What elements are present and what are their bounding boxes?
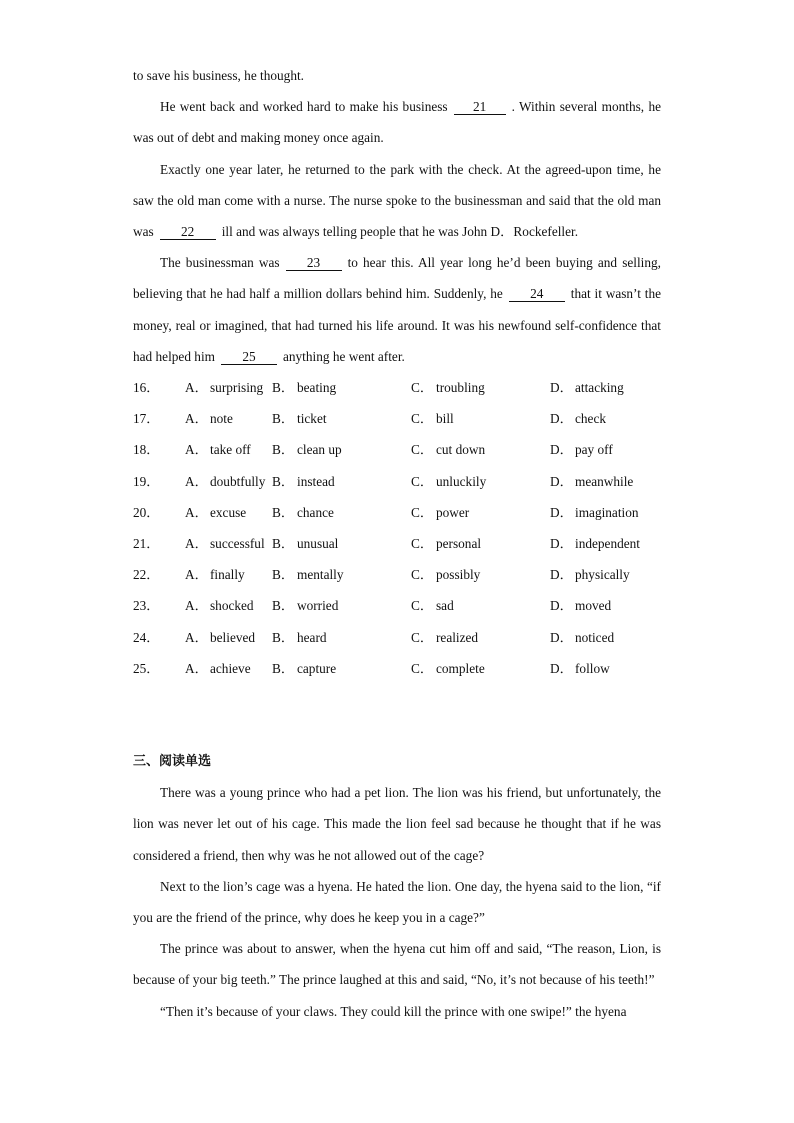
option-b (272, 622, 411, 653)
paragraph-text: that it wasn’t the money, real or imagined, that had turned his life around. It was his newfound self-confidence that had helped him (133, 286, 661, 364)
option-letter: D． (550, 442, 573, 458)
question-number: 23． (133, 598, 160, 614)
option-c (411, 372, 550, 403)
paragraph-text: The businessman was (160, 255, 280, 271)
option-b (272, 434, 411, 465)
passage-paragraph (133, 247, 661, 372)
paragraph-text: ill and was always telling people that he was John D．Rockefeller. (221, 224, 579, 240)
option-letter: A． (185, 411, 208, 427)
question-number: 21． (133, 535, 160, 551)
option-letter: D． (550, 598, 573, 614)
option-c (411, 528, 550, 559)
question-row (133, 590, 661, 621)
question-number: 16． (133, 380, 160, 396)
option-letter: C． (411, 411, 434, 427)
option-b (272, 528, 411, 559)
option-d (550, 372, 660, 403)
option-text: clean up (297, 442, 342, 458)
blank-22: 22 (160, 225, 216, 240)
option-text: noticed (575, 629, 615, 645)
option-text: ticket (297, 411, 327, 427)
option-b (272, 590, 411, 621)
option-letter: D． (550, 535, 573, 551)
option-text: moved (575, 598, 612, 614)
option-text: shocked (210, 598, 254, 614)
option-text: bill (436, 411, 454, 427)
option-text: believed (210, 629, 256, 645)
question-number: 19． (133, 473, 160, 489)
option-text: note (210, 411, 233, 427)
blank-24: 24 (509, 287, 565, 302)
option-letter: A． (185, 535, 208, 551)
option-b (272, 403, 411, 434)
option-letter: C． (411, 504, 434, 520)
passage-paragraph: Next to the lion’s cage was a hyena. He hated the lion. One day, the hyena said to the lion, “if you are the friend of the prince, why does he keep you in a cage?” (133, 878, 661, 925)
options-list (133, 372, 661, 684)
option-letter: B． (272, 380, 295, 396)
option-d (550, 590, 660, 621)
passage-paragraph-continuation (133, 60, 661, 91)
option-text: check (575, 411, 607, 427)
paragraph-text: to hear this. All year long he’d been buying and selling, believing that he had half a million dollars behind him. Suddenly, he (133, 255, 661, 302)
option-letter: C． (411, 660, 434, 676)
option-text: personal (436, 535, 482, 551)
option-letter: A． (185, 629, 208, 645)
option-a (185, 497, 272, 528)
option-d (550, 622, 660, 653)
option-c (411, 497, 550, 528)
paragraph-text: Exactly one year later, he returned to the park with the check. At the agreed-upon time, he saw the old man come with a nurse. The nurse spoke to the businessman and said that the old man was (133, 161, 661, 240)
option-text: imagination (575, 504, 639, 520)
option-text: unluckily (436, 473, 487, 489)
question-number: 22． (133, 567, 160, 583)
option-letter: C． (411, 598, 434, 614)
option-letter: B． (272, 411, 295, 427)
option-text: realized (436, 629, 479, 645)
passage-paragraph (133, 154, 661, 248)
passage-paragraph: “Then it’s because of your claws. They could kill the prince with one swipe!” the hyena (160, 1003, 627, 1019)
option-d (550, 528, 660, 559)
option-d (550, 466, 660, 497)
question-row (133, 653, 661, 684)
question-number: 18． (133, 442, 160, 458)
question-number: 24． (133, 629, 160, 645)
option-text: power (436, 504, 470, 520)
option-a (185, 403, 272, 434)
option-text: possibly (436, 567, 481, 583)
option-letter: B． (272, 442, 295, 458)
option-letter: B． (272, 473, 295, 489)
question-row (133, 403, 661, 434)
blank-25: 25 (221, 350, 277, 365)
passage-paragraph: There was a young prince who had a pet lion. The lion was his friend, but unfortunately, the lion was never let out of his cage. This made the lion feel sad because he thought that if he was considered a friend, then why was he not allowed out of the cage? (133, 785, 661, 863)
option-text: sad (436, 598, 454, 614)
option-text: follow (575, 660, 610, 676)
option-b (272, 466, 411, 497)
option-letter: B． (272, 629, 295, 645)
option-text: physically (575, 567, 630, 583)
question-row (133, 528, 661, 559)
option-d (550, 434, 660, 465)
section-heading: 三、阅读单选 (133, 753, 212, 769)
option-letter: C． (411, 380, 434, 396)
option-a (185, 559, 272, 590)
option-letter: C． (411, 442, 434, 458)
passage-paragraph: The prince was about to answer, when the hyena cut him off and said, “The reason, Lion, is because of your big teeth.” The prince laughed at this and said, “No, it’s not because of his teeth!” (133, 941, 661, 988)
option-text: excuse (210, 504, 247, 520)
blank-21: 21 (454, 100, 506, 115)
option-c (411, 590, 550, 621)
option-letter: D． (550, 380, 573, 396)
option-text: troubling (436, 380, 485, 396)
option-letter: C． (411, 629, 434, 645)
question-number: 20． (133, 504, 160, 520)
option-text: capture (297, 660, 337, 676)
option-letter: B． (272, 504, 295, 520)
option-c (411, 653, 550, 684)
option-b (272, 497, 411, 528)
question-row (133, 622, 661, 653)
option-letter: B． (272, 535, 295, 551)
option-text: achieve (210, 660, 251, 676)
option-letter: D． (550, 629, 573, 645)
document-page (133, 60, 661, 1027)
option-letter: A． (185, 473, 208, 489)
option-text: pay off (575, 442, 613, 458)
option-text: successful (210, 535, 265, 551)
option-letter: D． (550, 567, 573, 583)
question-row (133, 372, 661, 403)
option-a (185, 528, 272, 559)
question-row (133, 434, 661, 465)
option-a (185, 622, 272, 653)
option-letter: B． (272, 660, 295, 676)
option-text: complete (436, 660, 485, 676)
paragraph-text: . Within several months, he was out of debt and making money once again. (133, 99, 661, 146)
option-d (550, 559, 660, 590)
question-row (133, 497, 661, 528)
option-text: mentally (297, 567, 344, 583)
option-text: surprising (210, 380, 264, 396)
question-number: 17． (133, 411, 160, 427)
paragraph-text: to save his business, he thought. (133, 68, 305, 83)
option-d (550, 403, 660, 434)
option-letter: A． (185, 567, 208, 583)
option-letter: A． (185, 660, 208, 676)
option-text: take off (210, 442, 251, 458)
passage-paragraph (133, 91, 661, 153)
option-letter: C． (411, 473, 434, 489)
option-text: attacking (575, 380, 624, 396)
paragraph-text: anything he went after. (282, 348, 405, 364)
option-letter: A． (185, 598, 208, 614)
question-row (133, 559, 661, 590)
option-text: meanwhile (575, 473, 634, 489)
option-b (272, 653, 411, 684)
option-letter: D． (550, 473, 573, 489)
option-text: instead (297, 473, 335, 489)
option-d (550, 653, 660, 684)
option-letter: A． (185, 442, 208, 458)
option-text: worried (297, 598, 339, 614)
option-a (185, 653, 272, 684)
option-a (185, 590, 272, 621)
option-text: beating (297, 380, 337, 396)
option-letter: D． (550, 504, 573, 520)
option-a (185, 466, 272, 497)
option-a (185, 372, 272, 403)
option-text: unusual (297, 535, 339, 551)
option-letter: B． (272, 598, 295, 614)
option-letter: D． (550, 660, 573, 676)
option-text: cut down (436, 442, 486, 458)
option-text: chance (297, 504, 334, 520)
blank-23: 23 (286, 256, 342, 271)
option-b (272, 559, 411, 590)
option-text: finally (210, 567, 245, 583)
option-text: heard (297, 629, 327, 645)
option-letter: B． (272, 567, 295, 583)
option-c (411, 559, 550, 590)
option-letter: D． (550, 411, 573, 427)
option-c (411, 434, 550, 465)
paragraph-text: He went back and worked hard to make his business (160, 99, 448, 115)
option-d (550, 497, 660, 528)
option-c (411, 403, 550, 434)
option-text: doubtfully (210, 473, 266, 489)
option-b (272, 372, 411, 403)
option-c (411, 622, 550, 653)
option-c (411, 466, 550, 497)
option-letter: A． (185, 504, 208, 520)
option-a (185, 434, 272, 465)
question-number: 25． (133, 660, 160, 676)
option-text: independent (575, 535, 640, 551)
option-letter: C． (411, 567, 434, 583)
option-letter: A． (185, 380, 208, 396)
option-letter: C． (411, 535, 434, 551)
question-row (133, 466, 661, 497)
